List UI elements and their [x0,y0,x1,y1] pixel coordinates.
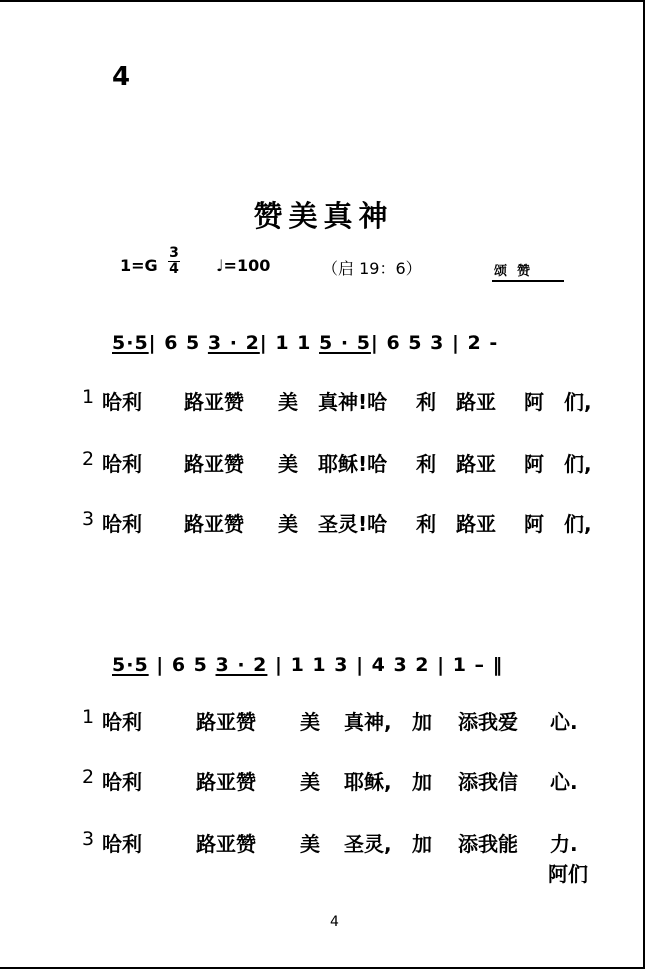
page-number-bottom: 4 [330,914,339,930]
lyric-word: 们, [564,512,592,536]
verse-number: 2 [82,766,95,788]
verse-number: 1 [82,386,95,408]
hymn-category: 颂赞 [494,264,541,279]
lyric-word: 添我爱 [458,710,518,734]
note-group: | 1 1 3 | 4 3 2 | 1 – ‖ [267,654,504,676]
note-group: 3 · 2 [215,654,268,676]
lyric-word: 哈利 [102,512,142,536]
category-underline [492,280,564,282]
lyric-word: 哈利 [102,832,142,856]
note-group: 5 · 5 [319,332,371,354]
lyric-word: 心. [550,710,578,734]
lyric-word: 哈利 [102,770,142,794]
lyric-word: 们, [564,390,592,414]
note-group: 3 · 2 [207,332,260,354]
lyric-word: 阿 [524,390,544,414]
lyric-word: 添我信 [458,770,518,794]
time-signature [168,246,180,277]
note-group: | 1 1 [259,332,320,354]
lyric-word: 阿 [524,452,544,476]
verse-number: 2 [82,448,95,470]
time-signature-top: 3 [169,245,179,261]
lyric-word: 路亚赞 [196,710,256,734]
lyric-word: 路亚赞 [184,512,244,536]
lyric-word: 阿 [524,512,544,536]
lyric-word: 路亚赞 [184,452,244,476]
lyric-word: 加 [412,770,432,794]
ending-amen: 阿们 [548,862,588,886]
verse-number: 1 [82,706,95,728]
time-signature-bottom: 4 [169,261,179,277]
lyric-word: 心. [550,770,578,794]
tempo-marking: ♩=100 [216,256,271,275]
lyric-word: 们, [564,452,592,476]
notation-line-2 [112,654,503,676]
verse-number: 3 [82,508,95,530]
note-group: | 6 5 [148,332,208,354]
lyric-word: 加 [412,710,432,734]
note-group: 5·5 [112,332,149,354]
lyric-word: 路亚 [456,512,496,536]
key-signature: 1=G [120,256,158,275]
lyric-word: 添我能 [458,832,518,856]
lyric-word: 路亚赞 [196,832,256,856]
lyric-word: 耶稣!哈 [318,452,388,476]
lyric-word: 路亚赞 [184,390,244,414]
lyric-word: 美 [300,710,320,734]
notation-line-1 [112,332,498,354]
lyric-word: 美 [300,832,320,856]
lyric-word: 利 [416,512,436,536]
lyric-word: 加 [412,832,432,856]
lyric-word: 利 [416,390,436,414]
hymn-title: 赞美真神 [253,199,394,233]
note-group: 5·5 [112,654,149,676]
note-group: | 6 5 3 | 2 - [370,332,499,354]
lyric-word: 真神, [344,710,392,734]
lyric-word: 哈利 [102,710,142,734]
lyric-word: 耶稣, [344,770,392,794]
scripture-reference: （启 19：6） [322,259,422,278]
lyric-word: 路亚 [456,390,496,414]
lyric-word: 哈利 [102,452,142,476]
lyric-word: 美 [278,512,298,536]
lyric-word: 力. [550,832,578,856]
verse-number: 3 [82,828,95,850]
lyric-word: 哈利 [102,390,142,414]
lyric-word: 真神!哈 [318,390,388,414]
lyric-word: 路亚 [456,452,496,476]
lyric-word: 利 [416,452,436,476]
note-group: | 6 5 [148,654,216,676]
lyric-word: 圣灵, [344,832,392,856]
lyric-word: 路亚赞 [196,770,256,794]
page-number-top: 4 [112,62,131,92]
lyric-word: 美 [278,390,298,414]
lyric-word: 美 [278,452,298,476]
lyric-word: 圣灵!哈 [318,512,388,536]
lyric-word: 美 [300,770,320,794]
